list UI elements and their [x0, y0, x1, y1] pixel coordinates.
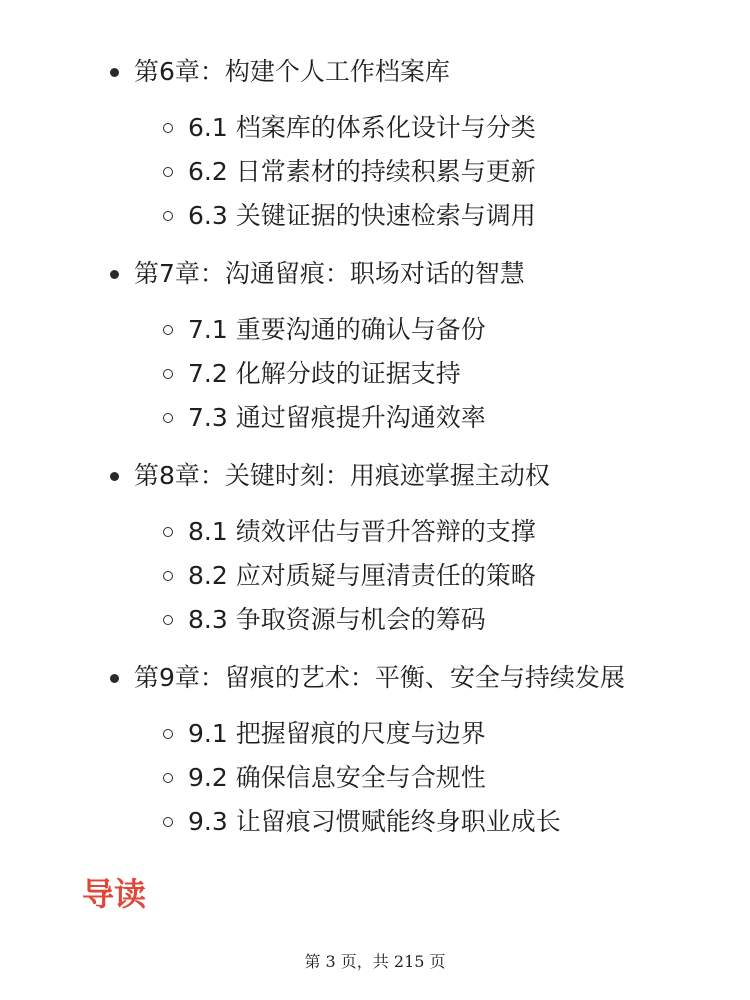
bullet-circle-icon [163, 167, 173, 177]
section-title: 7.3 通过留痕提升沟通效率 [188, 403, 486, 432]
bullet-circle-icon [163, 527, 173, 537]
guide-heading: 导读 [82, 875, 147, 913]
chapter-title: 第8章：关键时刻：用痕迹掌握主动权 [134, 461, 550, 490]
section-title: 7.2 化解分歧的证据支持 [188, 359, 461, 388]
section-item[interactable] [0, 712, 750, 756]
bullet-disc-icon [110, 472, 119, 481]
bullet-circle-icon [163, 123, 173, 133]
bullet-circle-icon [163, 413, 173, 423]
page-number-footer: 第 3 页，共 215 页 [304, 952, 446, 971]
bullet-circle-icon [163, 571, 173, 581]
bullet-circle-icon [163, 615, 173, 625]
chapter-9 [0, 656, 750, 844]
section-title: 9.1 把握留痕的尺度与边界 [188, 719, 486, 748]
section-title: 6.1 档案库的体系化设计与分类 [188, 113, 536, 142]
section-list [0, 712, 750, 844]
chapter-item[interactable] [0, 50, 750, 94]
section-item[interactable] [0, 756, 750, 800]
bullet-disc-icon [110, 270, 119, 279]
chapter-8 [0, 454, 750, 642]
bullet-circle-icon [163, 817, 173, 827]
chapter-title: 第6章：构建个人工作档案库 [134, 57, 450, 86]
section-list [0, 510, 750, 642]
bullet-circle-icon [163, 729, 173, 739]
chapter-item[interactable] [0, 252, 750, 296]
section-item[interactable] [0, 150, 750, 194]
bullet-circle-icon [163, 325, 173, 335]
section-title: 9.2 确保信息安全与合规性 [188, 763, 486, 792]
section-list [0, 106, 750, 238]
bullet-circle-icon [163, 369, 173, 379]
chapter-item[interactable] [0, 454, 750, 498]
section-title: 6.3 关键证据的快速检索与调用 [188, 201, 536, 230]
bullet-circle-icon [163, 773, 173, 783]
table-of-contents [0, 50, 750, 844]
section-item[interactable] [0, 106, 750, 150]
section-item[interactable] [0, 510, 750, 554]
section-item[interactable] [0, 352, 750, 396]
section-title: 8.1 绩效评估与晋升答辩的支撑 [188, 517, 536, 546]
section-item[interactable] [0, 800, 750, 844]
bullet-disc-icon [110, 68, 119, 77]
chapter-item[interactable] [0, 656, 750, 700]
chapter-6 [0, 50, 750, 238]
chapter-title: 第9章：留痕的艺术：平衡、安全与持续发展 [134, 663, 625, 692]
bullet-disc-icon [110, 674, 119, 683]
section-item[interactable] [0, 598, 750, 642]
section-title: 8.2 应对质疑与厘清责任的策略 [188, 561, 536, 590]
chapter-title: 第7章：沟通留痕：职场对话的智慧 [134, 259, 525, 288]
bullet-circle-icon [163, 211, 173, 221]
section-item[interactable] [0, 194, 750, 238]
chapter-7 [0, 252, 750, 440]
section-item[interactable] [0, 554, 750, 598]
section-title: 8.3 争取资源与机会的筹码 [188, 605, 486, 634]
section-list [0, 308, 750, 440]
section-title: 7.1 重要沟通的确认与备份 [188, 315, 486, 344]
section-title: 6.2 日常素材的持续积累与更新 [188, 157, 536, 186]
section-item[interactable] [0, 396, 750, 440]
section-item[interactable] [0, 308, 750, 352]
section-title: 9.3 让留痕习惯赋能终身职业成长 [188, 807, 561, 836]
